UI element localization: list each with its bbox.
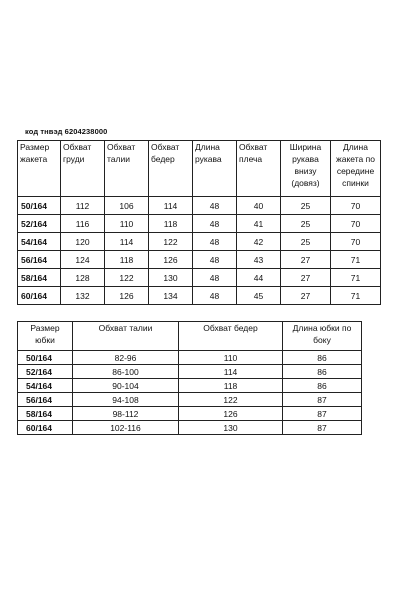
table-cell: 118 <box>179 379 283 393</box>
customs-code: код тнвэд 6204238000 <box>25 127 108 136</box>
table-cell: 98-112 <box>73 407 179 421</box>
table-cell: 87 <box>283 407 362 421</box>
table-cell: 134 <box>149 287 193 305</box>
size-cell: 52/164 <box>18 365 73 379</box>
table-cell: 48 <box>193 197 237 215</box>
table-row <box>18 197 381 215</box>
table-cell: 86 <box>283 379 362 393</box>
column-header-sleeve-length: Длина рукава <box>193 141 237 197</box>
table-cell: 87 <box>283 393 362 407</box>
table-cell: 44 <box>237 269 281 287</box>
size-cell: 60/164 <box>18 421 73 435</box>
table-cell: 48 <box>193 287 237 305</box>
jacket-size-table <box>17 140 381 305</box>
size-cell: 52/164 <box>18 215 61 233</box>
size-cell: 58/164 <box>18 407 73 421</box>
table-cell: 25 <box>281 233 331 251</box>
table-cell: 27 <box>281 251 331 269</box>
column-header-hips: Обхват бедер <box>179 322 283 351</box>
skirt-size-table <box>17 321 362 435</box>
table-cell: 71 <box>331 251 381 269</box>
table-cell: 71 <box>331 269 381 287</box>
size-cell: 50/164 <box>18 197 61 215</box>
table-cell: 128 <box>61 269 105 287</box>
table-cell: 70 <box>331 233 381 251</box>
table-cell: 41 <box>237 215 281 233</box>
table-cell: 45 <box>237 287 281 305</box>
column-header-shoulder: Обхват плеча <box>237 141 281 197</box>
table-cell: 48 <box>193 215 237 233</box>
column-header-chest: Обхват груди <box>61 141 105 197</box>
table-cell: 25 <box>281 215 331 233</box>
table-cell: 130 <box>149 269 193 287</box>
table-cell: 86 <box>283 365 362 379</box>
table-row <box>18 269 381 287</box>
column-header-waist: Обхват талии <box>105 141 149 197</box>
table-cell: 118 <box>149 215 193 233</box>
table-cell: 106 <box>105 197 149 215</box>
table-cell: 120 <box>61 233 105 251</box>
column-header-jacket-size: Размер жакета <box>18 141 61 197</box>
table-cell: 48 <box>193 233 237 251</box>
table-cell: 25 <box>281 197 331 215</box>
table-cell: 130 <box>179 421 283 435</box>
column-header-jacket-length: Длина жакета по середине спинки <box>331 141 381 197</box>
table-cell: 90-104 <box>73 379 179 393</box>
table-row <box>18 421 362 435</box>
column-header-hips: Обхват бедер <box>149 141 193 197</box>
table-cell: 124 <box>61 251 105 269</box>
table-cell: 132 <box>61 287 105 305</box>
table-cell: 94-108 <box>73 393 179 407</box>
table-row <box>18 251 381 269</box>
table-row <box>18 407 362 421</box>
table-header-row <box>18 141 381 197</box>
table-cell: 48 <box>193 251 237 269</box>
table-cell: 114 <box>105 233 149 251</box>
table-header-row <box>18 322 362 351</box>
size-cell: 54/164 <box>18 379 73 393</box>
column-header-sleeve-width: Ширина рукава внизу (довяз) <box>281 141 331 197</box>
table-cell: 86-100 <box>73 365 179 379</box>
table-cell: 102-116 <box>73 421 179 435</box>
table-cell: 27 <box>281 269 331 287</box>
table-row <box>18 215 381 233</box>
table-cell: 122 <box>179 393 283 407</box>
table-cell: 86 <box>283 351 362 365</box>
table-cell: 110 <box>105 215 149 233</box>
size-cell: 56/164 <box>18 393 73 407</box>
table-cell: 116 <box>61 215 105 233</box>
table-cell: 126 <box>179 407 283 421</box>
table-cell: 118 <box>105 251 149 269</box>
table-cell: 70 <box>331 197 381 215</box>
size-cell: 60/164 <box>18 287 61 305</box>
table-cell: 87 <box>283 421 362 435</box>
column-header-skirt-size: Размер юбки <box>18 322 73 351</box>
table-cell: 40 <box>237 197 281 215</box>
table-cell: 42 <box>237 233 281 251</box>
table-cell: 114 <box>179 365 283 379</box>
table-cell: 126 <box>105 287 149 305</box>
table-row <box>18 379 362 393</box>
table-cell: 27 <box>281 287 331 305</box>
size-cell: 58/164 <box>18 269 61 287</box>
size-cell: 56/164 <box>18 251 61 269</box>
column-header-skirt-length: Длина юбки по боку <box>283 322 362 351</box>
table-cell: 112 <box>61 197 105 215</box>
size-cell: 54/164 <box>18 233 61 251</box>
table-cell: 122 <box>105 269 149 287</box>
table-row <box>18 365 362 379</box>
table-cell: 48 <box>193 269 237 287</box>
table-row <box>18 233 381 251</box>
size-cell: 50/164 <box>18 351 73 365</box>
table-cell: 110 <box>179 351 283 365</box>
table-cell: 71 <box>331 287 381 305</box>
table-row <box>18 287 381 305</box>
table-cell: 82-96 <box>73 351 179 365</box>
table-cell: 70 <box>331 215 381 233</box>
table-row <box>18 393 362 407</box>
table-cell: 122 <box>149 233 193 251</box>
table-cell: 114 <box>149 197 193 215</box>
table-cell: 126 <box>149 251 193 269</box>
table-cell: 43 <box>237 251 281 269</box>
column-header-waist: Обхват талии <box>73 322 179 351</box>
table-row <box>18 351 362 365</box>
